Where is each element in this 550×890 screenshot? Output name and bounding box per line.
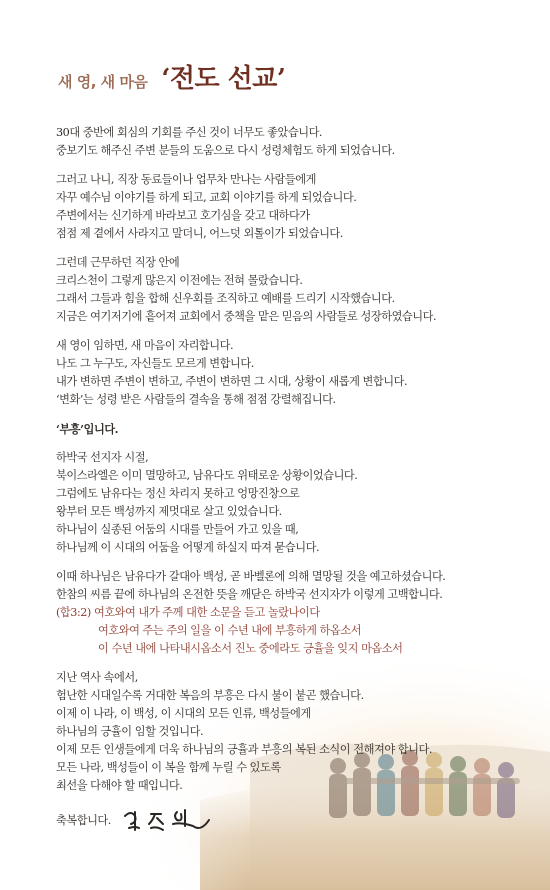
text-line: 지난 역사 속에서,: [56, 671, 138, 684]
text-line: 그러고 나니, 직장 동료들이나 업무차 만나는 사람들에게: [56, 173, 316, 186]
text-line: 내가 변하면 주변이 변하고, 주변이 변하면 그 시대, 상황이 새롭게 변합니다.: [56, 375, 408, 388]
paragraph-6: [56, 568, 536, 658]
subtitle: 새 영, 새 마음: [58, 73, 148, 91]
text-line: 왕부터 모든 백성까지 제멋대로 살고 있었습니다.: [56, 505, 282, 518]
text-line: ‘변화’는 성령 받은 사람들의 결속을 통해 점점 강렬해집니다.: [56, 393, 336, 406]
scripture-quote: [56, 604, 536, 658]
text-line: 주변에서는 신기하게 바라보고 호기심을 갖고 대하다가: [56, 209, 310, 222]
text-line: 크리스천이 그렇게 많은지 이전에는 전혀 몰랐습니다.: [56, 274, 303, 287]
paragraph-1: [56, 124, 536, 160]
closing-row: [56, 806, 536, 836]
scripture-line: 이 수년 내에 나타내시옵소서 진노 중에라도 긍휼을 잊지 마옵소서: [98, 642, 403, 655]
page-header: [58, 58, 285, 108]
section-heading: ‘부흥’입니다.: [56, 422, 119, 436]
text-line: 30대 중반에 회심의 기회를 주신 것이 너무도 좋았습니다.: [56, 126, 323, 139]
text-line: 지금은 여기저기에 흩어져 교회에서 중책을 맡은 믿음의 사람들로 성장하였습니다.: [56, 310, 437, 323]
text-line: 자꾸 예수님 이야기를 하게 되고, 교회 이야기를 하게 되었습니다.: [56, 191, 357, 204]
text-line: 중보기도 해주신 주변 분들의 도움으로 다시 성령체험도 하게 되었습니다.: [56, 144, 395, 157]
closing-text: 축복합니다.: [56, 814, 111, 827]
text-line: 하나님께 이 시대의 어둠을 어떻게 하실지 따져 묻습니다.: [56, 541, 320, 554]
text-line: 하나님의 긍휼이 임할 것입니다.: [56, 725, 204, 738]
text-line: 험난한 시대일수록 거대한 복음의 부흥은 다시 불이 붙곤 했습니다.: [56, 689, 364, 702]
paragraph-5: [56, 449, 536, 557]
text-line: 한참의 씨름 끝에 하나님의 온전한 뜻을 깨닫은 하박국 선지자가 이렇게 고백합니다.: [56, 588, 443, 601]
text-line: 하박국 선지자 시절,: [56, 451, 149, 464]
text-line: 북이스라엘은 이미 멸망하고, 남유다도 위태로운 상황이었습니다.: [56, 469, 358, 482]
paragraph-4: [56, 337, 536, 409]
paragraph-3: [56, 254, 536, 326]
text-line: 그런데 근무하던 직장 안에: [56, 256, 180, 269]
article-body: [56, 124, 536, 836]
text-line: 그래서 그들과 힘을 합해 신우회를 조직하고 예배를 드리기 시작했습니다.: [56, 292, 395, 305]
text-line: 이제 모든 인생들에게 더욱 하나님의 긍휼과 부흥의 복된 소식이 전해져야 합니다.: [56, 743, 432, 756]
scripture-line: (합3:2) 여호와여 내가 주께 대한 소문을 듣고 놀랐나이다: [56, 606, 320, 619]
paragraph-2: [56, 171, 536, 243]
page-title: ‘전도 선교’: [161, 64, 286, 94]
text-line: 점점 제 곁에서 사라지고 말더니, 어느덧 외톨이가 되었습니다.: [56, 227, 343, 240]
handwritten-signature: [121, 806, 213, 836]
scripture-line: 여호와여 주는 주의 일을 이 수년 내에 부흥하게 하옵소서: [98, 624, 362, 637]
text-line: 나도 그 누구도, 자신들도 모르게 변합니다.: [56, 357, 254, 370]
text-line: 새 영이 임하면, 새 마음이 자리합니다.: [56, 339, 234, 352]
text-line: 이때 하나님은 남유다가 갈대아 백성, 곧 바벨론에 의해 멸망될 것을 예고하셨습니다.: [56, 570, 446, 583]
text-line: 모든 나라, 백성들이 이 복을 함께 누릴 수 있도록: [56, 761, 281, 774]
text-line: 하나님이 실종된 어둠의 시대를 만들어 가고 있을 때,: [56, 523, 299, 536]
text-line: 최선을 다해야 할 때입니다.: [56, 779, 183, 792]
paragraph-7: [56, 669, 536, 795]
revival-heading: [56, 420, 536, 438]
text-line: 이제 이 나라, 이 백성, 이 시대의 모든 인류, 백성들에게: [56, 707, 311, 720]
text-line: 그럼에도 남유다는 정신 차리지 못하고 엉망진창으로: [56, 487, 300, 500]
